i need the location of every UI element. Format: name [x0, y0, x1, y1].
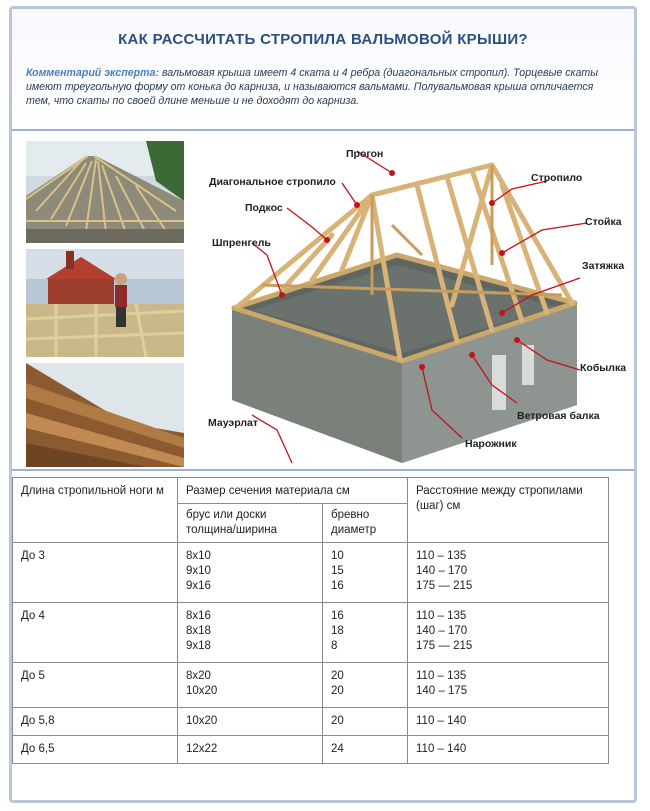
cell-log: [323, 736, 408, 764]
cell-beam-line: 8x18: [186, 625, 211, 637]
label-diagonal-rafter: Диагональное стропило: [209, 176, 336, 188]
cell-step-line: 175 — 215: [416, 580, 473, 592]
comment-label: Комментарий эксперта:: [26, 67, 159, 79]
cell-step-line: 175 — 215: [416, 640, 473, 652]
cell-step: [408, 663, 609, 708]
cell-beam-line: 10x20: [186, 685, 218, 697]
cell-step-line: 110 – 135: [416, 670, 467, 682]
table-row: [13, 663, 609, 708]
cell-length: До 4: [13, 603, 178, 663]
cell-length: До 5: [13, 663, 178, 708]
cell-step-line: 140 – 170: [416, 625, 468, 637]
cell-beam-line: 9x16: [186, 580, 211, 592]
cell-beam-line: 12x22: [186, 743, 218, 755]
cell-beam: [178, 708, 323, 736]
label-progon: Прогон: [346, 148, 384, 160]
header-log: бревно диаметр: [323, 504, 408, 543]
cell-beam: [178, 736, 323, 764]
cell-beam: [178, 543, 323, 603]
cell-log: [323, 708, 408, 736]
table-row: [13, 543, 609, 603]
cell-log-line: 8: [331, 640, 338, 652]
cell-log-line: 20: [331, 685, 344, 697]
cell-beam-line: 9x10: [186, 565, 211, 577]
cell-step: [408, 708, 609, 736]
label-stropilo: Стропило: [531, 172, 583, 184]
cell-log-line: 18: [331, 625, 344, 637]
cell-log-line: 10: [331, 550, 344, 562]
cell-step-line: 110 – 140: [416, 715, 467, 727]
cell-beam: [178, 603, 323, 663]
cell-length: До 3: [13, 543, 178, 603]
label-narozhnik: Нарожник: [465, 438, 517, 450]
cell-step-line: 140 – 170: [416, 565, 468, 577]
page-title: КАК РАССЧИТАТЬ СТРОПИЛА ВАЛЬМОВОЙ КРЫШИ?: [118, 31, 528, 48]
cell-beam-line: 10x20: [186, 715, 218, 727]
cell-log: [323, 543, 408, 603]
label-stoyka: Стойка: [585, 216, 622, 228]
construction-worker-photo: [26, 249, 184, 357]
table-header-row: [13, 478, 609, 504]
header-step: Расстояние между стропилами (шаг) см: [408, 478, 609, 543]
table-row: [13, 708, 609, 736]
header-length: Длина стропильной ноги м: [13, 478, 178, 543]
header-size: Размер сечения материала см: [178, 478, 408, 504]
cell-step-line: 110 – 135: [416, 610, 467, 622]
cell-beam: [178, 663, 323, 708]
cell-log-line: 16: [331, 580, 344, 592]
cell-log-line: 20: [331, 670, 344, 682]
cell-step-line: 110 – 135: [416, 550, 467, 562]
header-beam: брус или доски толщина/ширина: [178, 504, 323, 543]
cell-step: [408, 736, 609, 764]
table-row: [13, 603, 609, 663]
illustration-panel: [12, 131, 634, 471]
cell-log: [323, 603, 408, 663]
label-vetrovaya-balka: Ветровая балка: [517, 410, 600, 422]
cell-beam-line: 8x10: [186, 550, 211, 562]
cell-length: До 5,8: [13, 708, 178, 736]
cell-step: [408, 603, 609, 663]
label-podkos: Подкос: [245, 202, 283, 214]
rafter-size-table: [12, 477, 609, 764]
cell-beam-line: 8x16: [186, 610, 211, 622]
cell-log-line: 16: [331, 610, 344, 622]
comment-text: вальмовая крыша имеет 4 ската и 4 ребра (диагональных стропил). Торцевые скаты имеют треугольную форму от конька до карниза, и называются вальмами. Полувальмовая крыша отличается тем, что скаты по своей длине меньше и не доходят до карниза.: [26, 67, 599, 107]
expert-comment: [26, 66, 620, 108]
cell-log-line: 24: [331, 743, 344, 755]
cell-length: До 6,5: [13, 736, 178, 764]
rafter-closeup-photo: [26, 363, 184, 467]
cell-beam-line: 9x18: [186, 640, 211, 652]
label-zatyazhka: Затяжка: [582, 260, 625, 272]
table-row: [13, 736, 609, 764]
roof-frame-photo: [26, 141, 184, 243]
cell-step-line: 110 – 140: [416, 743, 467, 755]
label-shprengel: Шпренгель: [212, 237, 271, 249]
cell-step-line: 140 – 175: [416, 685, 468, 697]
cell-beam-line: 8x20: [186, 670, 211, 682]
cell-log: [323, 663, 408, 708]
cell-step: [408, 543, 609, 603]
label-mauerlat: Мауэрлат: [208, 417, 259, 429]
cell-log-line: 15: [331, 565, 344, 577]
label-kobylka: Кобылка: [580, 362, 627, 374]
header-panel: [12, 9, 634, 131]
cell-log-line: 20: [331, 715, 344, 727]
